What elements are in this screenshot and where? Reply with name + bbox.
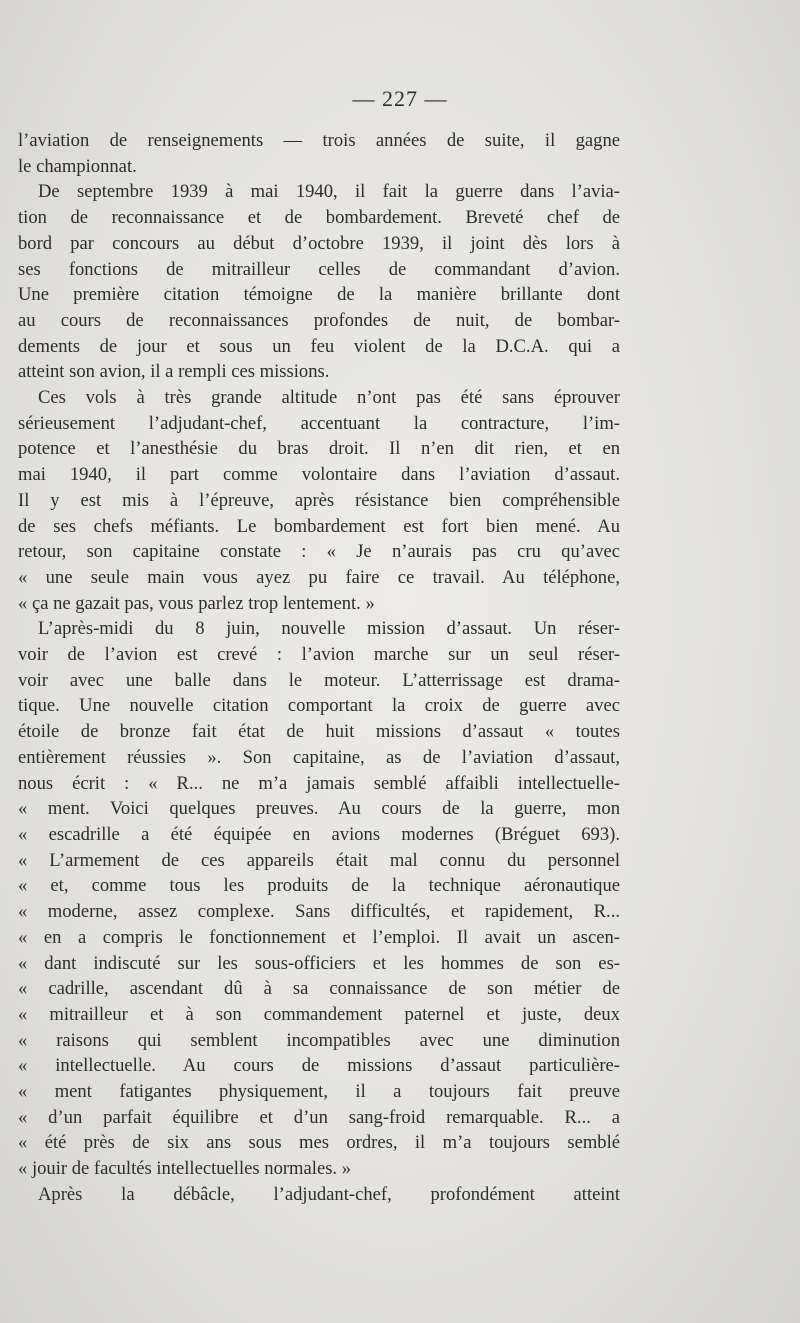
text-line: « raisons qui semblent incompatibles avec une diminution: [18, 1029, 620, 1051]
page-number: — 227 —: [352, 86, 448, 111]
text-line: « en a compris le fonctionnement et l’emploi. Il avait un ascen-: [18, 926, 620, 948]
text-line: « d’un parfait équilibre et d’un sang-froid remarquable. R... a: [18, 1106, 620, 1128]
text-line: Il y est mis à l’épreuve, après résistance bien compréhensible: [18, 489, 620, 511]
text-line: voir avec une balle dans le moteur. L’atterrissage est drama-: [18, 669, 620, 691]
text-line: voir de l’avion est crevé : l’avion marche sur un seul réser-: [18, 644, 620, 666]
text-line: « L’armement de ces appareils était mal connu du personnel: [18, 849, 620, 871]
text-line: Une première citation témoigne de la manière brillante dont: [18, 284, 620, 306]
text-line: ses fonctions de mitrailleur celles de commandant d’avion.: [18, 258, 620, 280]
text-line: De septembre 1939 à mai 1940, il fait la guerre dans l’avia-: [38, 181, 620, 203]
text-line: dements de jour et sous un feu violent de la D.C.A. qui a: [18, 335, 620, 357]
text-line: bord par concours au début d’octobre 1939, il joint dès lors à: [18, 232, 620, 254]
text-line: « mitrailleur et à son commandement paternel et juste, deux: [18, 1003, 620, 1025]
text-line: atteint son avion, il a rempli ces missions.: [18, 361, 330, 383]
text-line: « moderne, assez complexe. Sans difficultés, et rapidement, R...: [18, 901, 620, 923]
text-line: de ses chefs méfiants. Le bombardement est fort bien mené. Au: [18, 515, 620, 537]
text-line: potence et l’anesthésie du bras droit. Il n’en dit rien, et en: [18, 438, 620, 460]
text-line: étoile de bronze fait état de huit missions d’assaut « toutes: [18, 721, 620, 743]
text-line: « été près de six ans sous mes ordres, il m’a toujours semblé: [18, 1132, 620, 1154]
text-line: L’après-midi du 8 juin, nouvelle mission d’assaut. Un réser-: [38, 618, 620, 640]
text-line: « dant indiscuté sur les sous-officiers et les hommes de son es-: [18, 952, 620, 974]
text-line: nous écrit : « R... ne m’a jamais semblé affaibli intellectuelle-: [18, 772, 620, 794]
text-line: « intellectuelle. Au cours de missions d’assaut particulière-: [18, 1055, 620, 1077]
text-line: « jouir de facultés intellectuelles normales. »: [18, 1158, 352, 1180]
text-line: entièrement réussies ». Son capitaine, as de l’aviation d’assaut,: [18, 746, 620, 768]
text-line: « ment. Voici quelques preuves. Au cours de la guerre, mon: [18, 798, 620, 820]
text-line: « et, comme tous les produits de la technique aéronautique: [18, 875, 620, 897]
text-line: tion de reconnaissance et de bombardement. Breveté chef de: [18, 207, 620, 229]
text-line: « ment fatigantes physiquement, il a toujours fait preuve: [18, 1081, 620, 1103]
text-line: tique. Une nouvelle citation comportant la croix de guerre avec: [18, 695, 620, 717]
text-line: mai 1940, il part comme volontaire dans l’aviation d’assaut.: [18, 464, 620, 486]
text-line: « escadrille a été équipée en avions modernes (Bréguet 693).: [18, 823, 620, 845]
text-line: Après la débâcle, l’adjudant-chef, profondément atteint: [38, 1183, 620, 1205]
text-line: « une seule main vous ayez pu faire ce travail. Au téléphone,: [18, 566, 620, 588]
page-text: [18, 128, 620, 1208]
text-line: « cadrille, ascendant dû à sa connaissance de son métier de: [18, 978, 620, 1000]
text-line: l’aviation de renseignements — trois années de suite, il gagne: [18, 130, 620, 151]
text-line: « ça ne gazait pas, vous parlez trop lentement. »: [18, 592, 375, 614]
text-line: au cours de reconnaissances profondes de nuit, de bombar-: [18, 309, 620, 331]
text-line: retour, son capitaine constate : « Je n’aurais pas cru qu’avec: [18, 541, 620, 563]
text-line: sérieusement l’adjudant-chef, accentuant la contracture, l’im-: [18, 412, 620, 434]
text-line: le championnat.: [18, 155, 137, 177]
text-line: Ces vols à très grande altitude n’ont pas été sans éprouver: [38, 387, 620, 409]
